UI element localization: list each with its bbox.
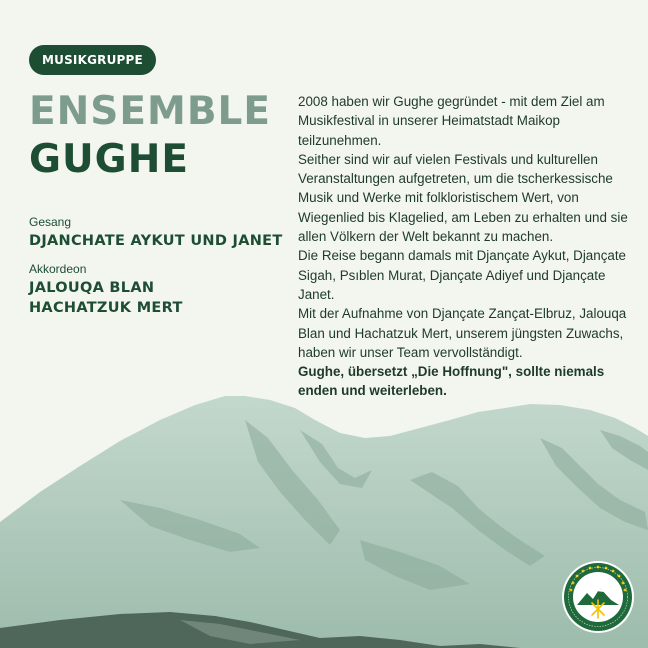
page-title xyxy=(29,88,271,184)
paragraph: Die Reise begann damals mit Djançate Aykut, Djançate Sigah, Psıblen Murat, Djançate Adiyef und Djançate Janet. xyxy=(298,248,626,302)
member-name: JALOUQA BLAN xyxy=(29,280,155,296)
title-line-2: GUGHE xyxy=(29,137,189,182)
paragraph: Seither sind wir auf vielen Festivals und kulturellen Veranstaltungen aufgetreten, um die tscherkessische Musik und Werke mit folkloristischem Wert, von Wiegenlied bis Klagelied, am Leben zu erhalten und sie allen Völkern der Welt bekannt zu machen. xyxy=(298,151,628,245)
category-badge: MUSIKGRUPPE xyxy=(29,45,156,75)
paragraph: Mit der Aufnahme von Djançate Zançat-Elbruz, Jalouqa Blan und Hachatzuk Mert, unserem jüngsten Zuwachs, haben wir unser Team vervollständigt. xyxy=(298,306,627,360)
closing-statement: Gughe, übersetzt „Die Hoffnung", sollte niemals enden und weiterleben. xyxy=(298,364,605,399)
member-names-vocals xyxy=(29,231,283,251)
member-name: HACHATZUK MERT xyxy=(29,300,183,316)
member-name: DJANCHATE AYKUT UND JANET xyxy=(29,233,283,249)
description-text xyxy=(298,92,628,401)
paragraph: 2008 haben wir Gughe gegründet - mit dem Ziel am Musikfestival in unserer Heimatstadt Maikop teilzunehmen. xyxy=(298,94,605,148)
title-line-1: ENSEMBLE xyxy=(29,89,272,134)
circassian-cultural-association-logo-icon xyxy=(561,560,635,634)
member-names-accordion xyxy=(29,278,183,318)
member-role-accordion: Akkordeon xyxy=(29,262,87,276)
member-role-vocals: Gesang xyxy=(29,215,72,229)
